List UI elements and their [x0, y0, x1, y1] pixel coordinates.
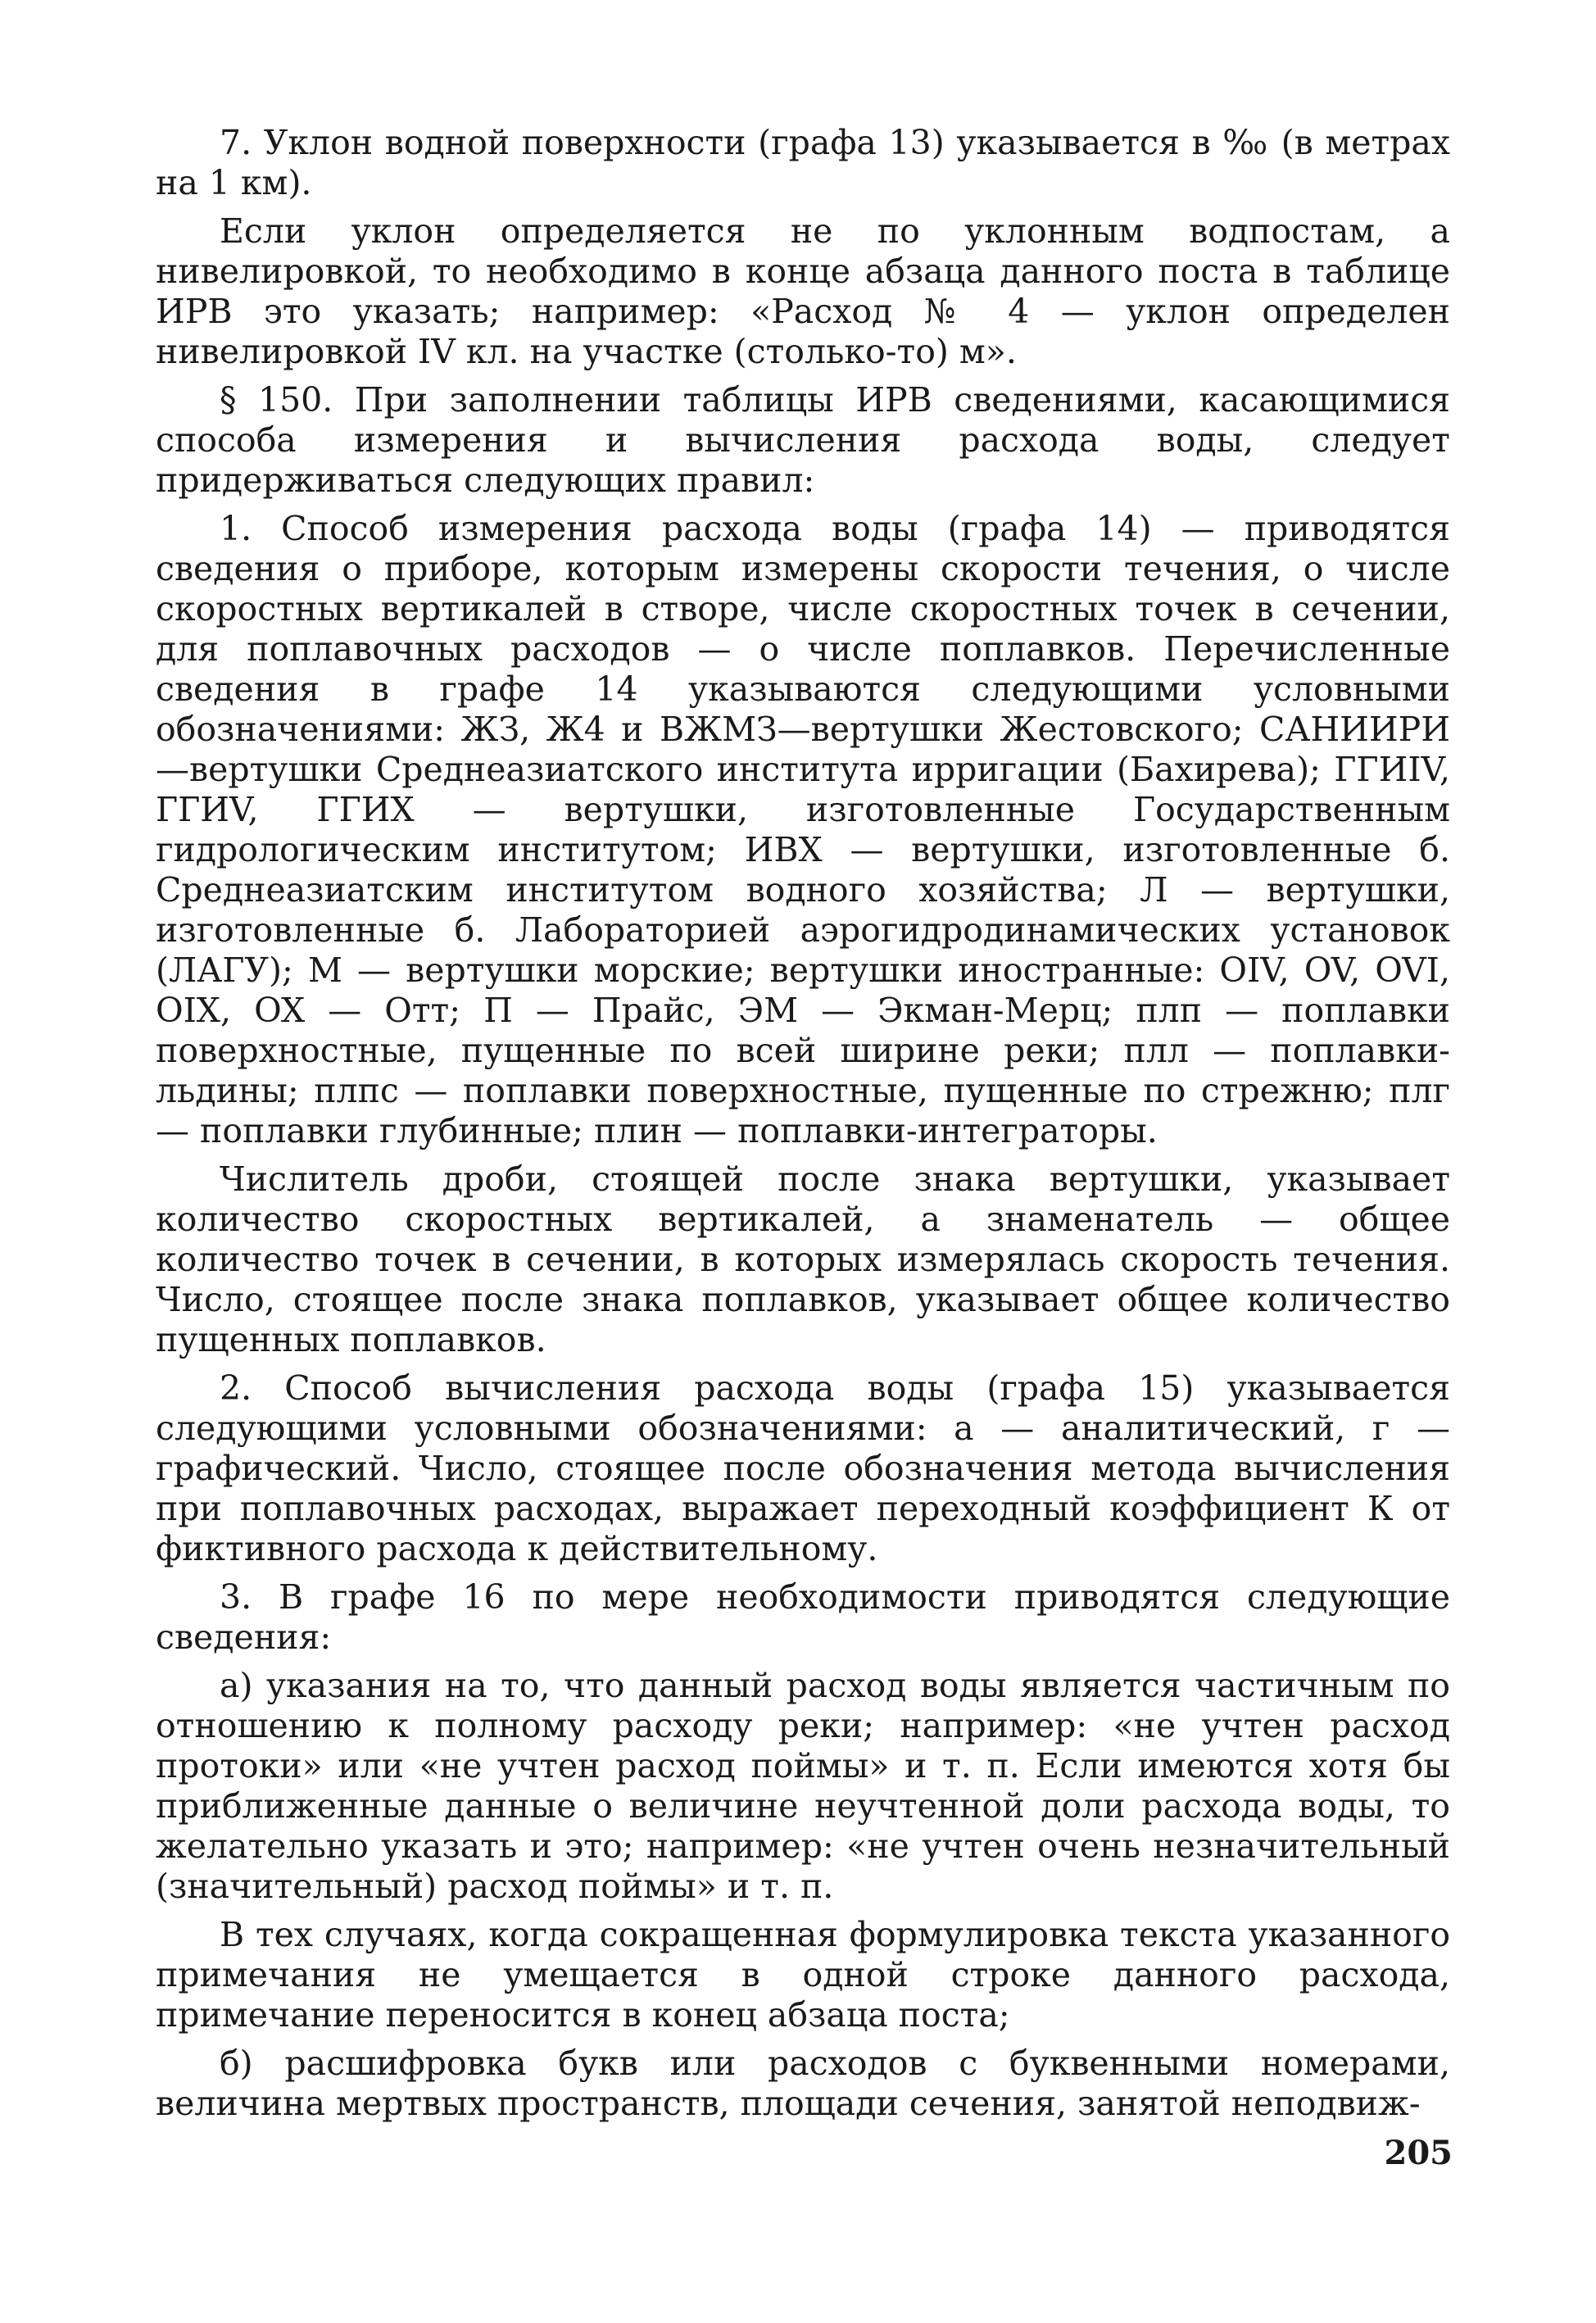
paragraph-item-b: б) расшифровка букв или расходов с буквенными номерами, величина мертвых пространств, площади сечения, занятой неподвиж-	[156, 2044, 1450, 2123]
paragraph-computation-method: 2. Способ вычисления расхода воды (графа 15) указывается следующими условными обозначениями: а — аналитический, г — графический. Число, стоящее после обозначения метода вычисления при поплавочных расходах, выражает переходный коэффициент К от фиктивного расхода к действительному.	[156, 1368, 1450, 1568]
paragraph-item-a: а) указания на то, что данный расход воды является частичным по отношению к полному расходу реки; например: «не учтен расход протоки» или «не учтен расход поймы» и т. п. Если имеются хотя бы приближенные данные о величине неучтенной доли расхода воды, то желательно указать и это; например: «не учтен очень незначительный (значительный) расход поймы» и т. п.	[156, 1666, 1450, 1906]
paragraph-section-150: § 150. При заполнении таблицы ИРВ сведениями, касающимися способа измерения и вычисления расхода воды, следует придерживаться следующих правил:	[156, 380, 1450, 500]
paragraph-slope-leveling: Если уклон определяется не по уклонным водпостам, а нивелировкой, то необходимо в конце абзаца данного поста в таблице ИРВ это указать; например: «Расход № 4 — уклон определен нивелировкой IV кл. на участке (столько-то) м».	[156, 211, 1450, 371]
paragraph-measurement-method: 1. Способ измерения расхода воды (графа 14) — приводятся сведения о приборе, которым измерены скорости течения, о числе скоростных вертикалей в створе, числе скоростных точек в сечении, для поплавочных расходов — о числе поплавков. Перечисленные сведения в графе 14 указываются следующими условными обозначениями: ЖЗ, Ж4 и ВЖМЗ—вертушки Жестовского; САНИИРИ—вертушки Среднеазиатского института ирригации (Бахирева); ГГИIV, ГГИV, ГГИX — вертушки, изготовленные Государственным гидрологическим институтом; ИВХ — вертушки, изготовленные б. Среднеазиатским институтом водного хозяйства; Л — вертушки, изготовленные б. Лабораторией аэрогидродинамических установок (ЛАГУ); М — вертушки морские; вертушки иностранные: OIV, OV, OVI, OIX, OX — Отт; П — Прайс, ЭМ — Экман-Мерц; плп — поплавки поверхностные, пущенные по всей ширине реки; плл — поплавки-льдины; плпс — поплавки поверхностные, пущенные по стрежню; плг — поплавки глубинные; плин — поплавки-интеграторы.	[156, 509, 1450, 1150]
paragraph-fraction-numerator: Числитель дроби, стоящей после знака вертушки, указывает количество скоростных вертикалей, а знаменатель — общее количество точек в сечении, в которых измерялась скорость течения. Число, стоящее после знака поплавков, указывает общее количество пущенных поплавков.	[156, 1159, 1450, 1359]
page-number: 205	[1384, 2134, 1453, 2172]
paragraph-column-16: 3. В графе 16 по мере необходимости приводятся следующие сведения:	[156, 1577, 1450, 1657]
page-body	[156, 123, 1450, 2253]
paragraph-slope: 7. Уклон водной поверхности (графа 13) указывается в ‰ (в метрах на 1 км).	[156, 123, 1450, 202]
paragraph-note-transfer: В тех случаях, когда сокращенная формулировка текста указанного примечания не умещается в одной строке данного расхода, примечание переносится в конец абзаца поста;	[156, 1915, 1450, 2035]
